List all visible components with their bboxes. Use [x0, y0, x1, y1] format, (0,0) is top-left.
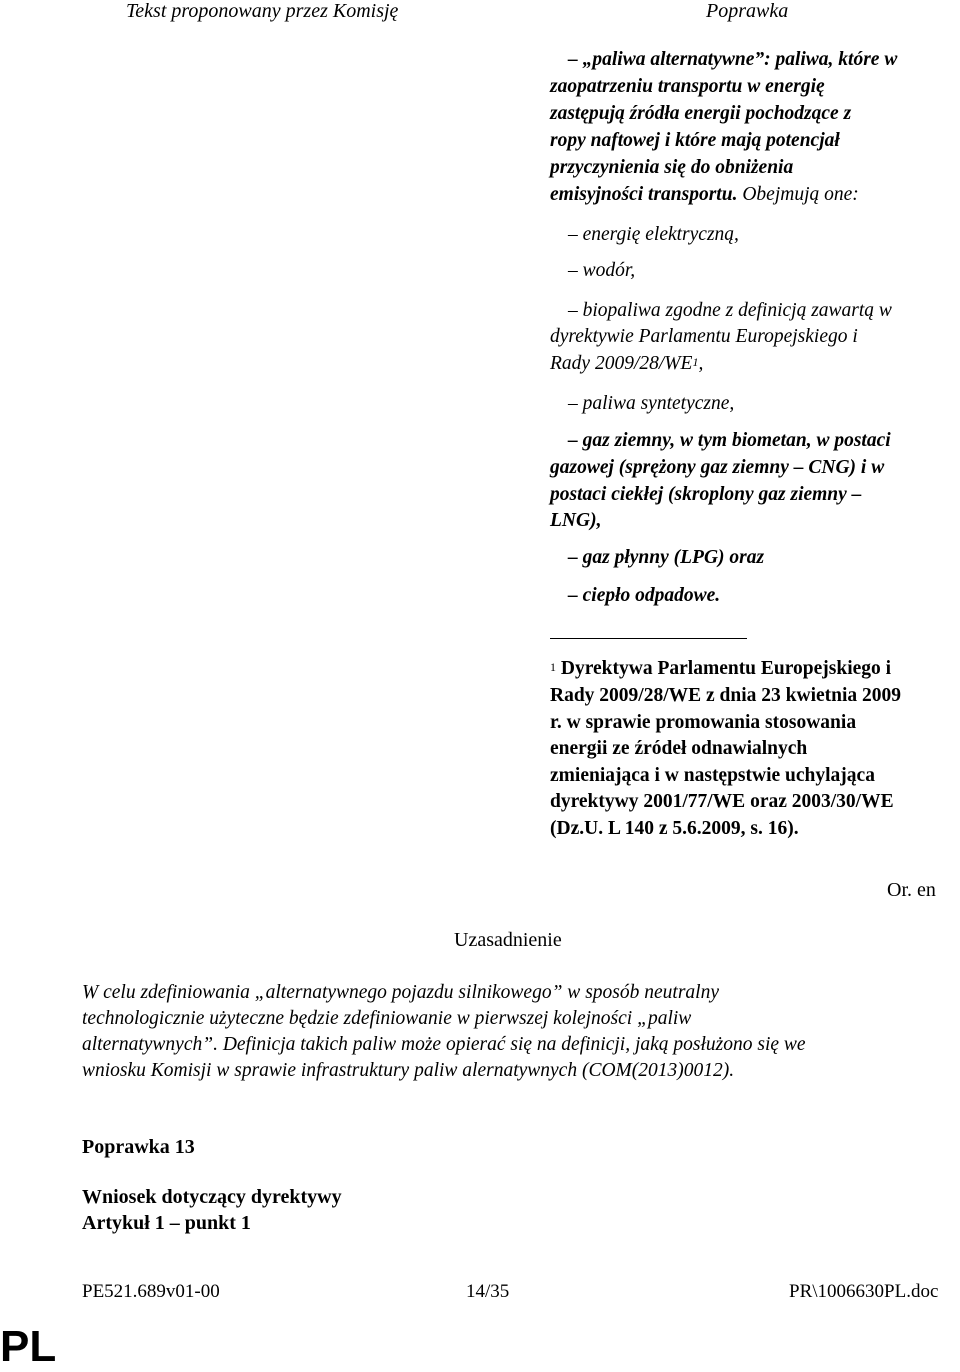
- amendment-line: – gaz ziemny, w tym biometan, w postaci: [568, 430, 891, 451]
- footnote-line: energii ze źródeł odnawialnych: [550, 738, 808, 759]
- amendment-line: zaopatrzeniu transportu w energię: [550, 76, 825, 97]
- justification-line: wniosku Komisji w sprawie infrastruktury paliw alernatywnych (COM(2013)0012).: [82, 1060, 735, 1081]
- amendment-line: Rady $2009/28/WE^1$,: [550, 353, 704, 374]
- justification-heading: Uzasadnienie: [454, 929, 562, 951]
- next-amendment-subtitle-2: Artykuł 1 – punkt 1: [82, 1212, 251, 1234]
- footnote-line: zmieniająca i w następstwie uchylająca: [550, 765, 875, 786]
- amendment-line: – biopaliwa zgodne z definicją zawartą w: [568, 300, 892, 321]
- amendment-line: – energię elektryczną,: [568, 224, 739, 245]
- footnote-line: $^1$ Dyrektywa Parlamentu Europejskiego i: [550, 658, 892, 679]
- amendment-line-tail: Obejmują one:: [737, 184, 859, 205]
- amendment-line: ropy naftowej i które mają potencjał: [550, 130, 840, 151]
- footer-doc-ref: PE521.689v01-00: [82, 1281, 220, 1302]
- justification-line: technologicznie użyteczne będzie zdefiniowanie w pierwszej kolejności „paliw: [82, 1008, 692, 1029]
- amendment-line: LNG),: [550, 510, 602, 531]
- footnote-line: r. w sprawie promowania stosowania: [550, 712, 857, 733]
- amendment-line: – „paliwa alternatywne”: paliwa, które w: [568, 49, 898, 70]
- footnote-reference: 1: [692, 355, 699, 369]
- amendment-line: gazowej (sprężony gaz ziemny – CNG) i w: [550, 457, 885, 478]
- header-left-column-title: Tekst proponowany przez Komisję: [126, 0, 399, 22]
- amendment-line: – ciepło odpadowe.: [568, 585, 721, 606]
- amendment-line-tail: ,: [698, 353, 704, 374]
- justification-line: W celu zdefiniowania „alternatywnego pojazdu silnikowego” w sposób neutralny: [82, 982, 719, 1003]
- amendment-line: dyrektywie Parlamentu Europejskiego i: [550, 326, 858, 347]
- header-right-column-title: Poprawka: [706, 0, 789, 22]
- footnote-line: (Dz.U. L 140 z 5.6.2009, s. 16).: [550, 818, 799, 839]
- amendment-line: przyczynienia się do obniżenia: [550, 157, 794, 178]
- footnote-separator: [550, 638, 747, 639]
- footer-language-mark: PL: [0, 1322, 57, 1371]
- amendment-line: emisyjności transportu. Obejmują one:: [550, 184, 859, 205]
- footnote-line: Rady 2009/28/WE z dnia 23 kwietnia 2009: [550, 685, 902, 706]
- amendment-line: – paliwa syntetyczne,: [568, 393, 735, 414]
- footer-file-name: PR\1006630PL.doc: [789, 1281, 939, 1302]
- amendment-line: – gaz płynny (LPG) oraz: [568, 547, 765, 568]
- footnote-marker: 1: [550, 660, 556, 674]
- footnote-line: dyrektywy 2001/77/WE oraz 2003/30/WE: [550, 791, 894, 812]
- next-amendment-title: Poprawka 13: [82, 1136, 195, 1158]
- amendment-line: postaci ciekłej (skroplony gaz ziemny –: [550, 484, 862, 505]
- footer-page-number: 14/35: [466, 1281, 510, 1302]
- original-language-marker: Or. en: [887, 879, 936, 901]
- amendment-line: zastępują źródła energii pochodzące z: [550, 103, 852, 124]
- amendment-line: – wodór,: [568, 260, 636, 281]
- justification-line: alternatywnych”. Definicja takich paliw może opierać się na definicji, jaką posłużono się we: [82, 1034, 806, 1055]
- next-amendment-subtitle-1: Wniosek dotyczący dyrektywy: [82, 1186, 342, 1208]
